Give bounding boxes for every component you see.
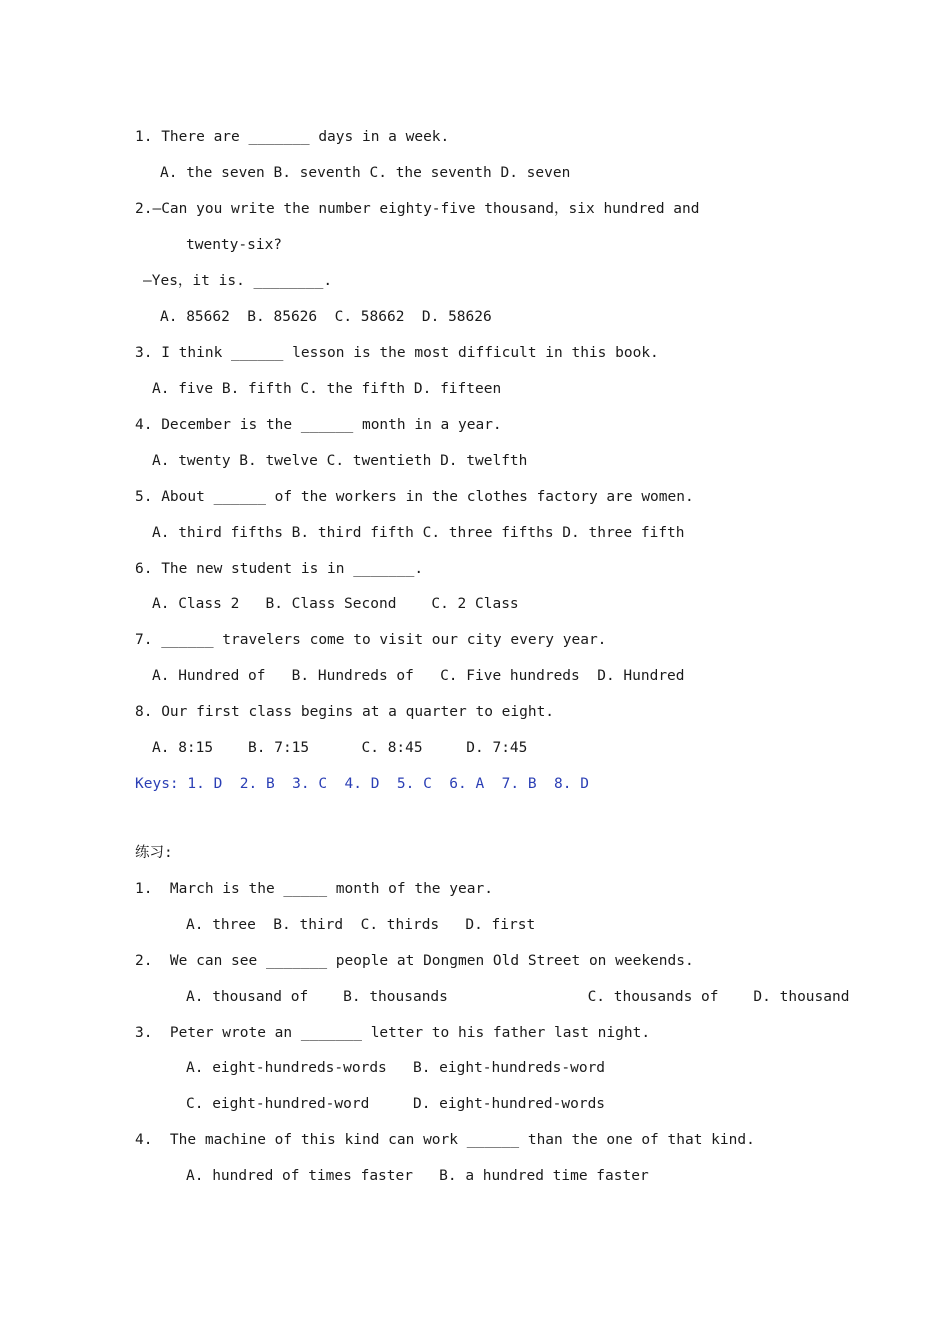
question-2-answer-line: —Yes，it is. ________. [143,273,333,289]
question-1-options: A. the seven B. seventh C. the seventh D. seven [160,165,571,181]
question-5: 5. About ______ of the workers in the clothes factory are women. [135,489,694,505]
practice-question-3-options-cd: C. eight-hundred-word D. eight-hundred-words [186,1096,606,1112]
practice-question-3: 3. Peter wrote an _______ letter to his father last night. [135,1025,651,1041]
answer-keys: Keys: 1. D 2. B 3. C 4. D 5. C 6. A 7. B 8. D [135,776,589,792]
practice-question-1: 1. March is the _____ month of the year. [135,881,493,897]
practice-question-3-options-ab: A. eight-hundreds-words B. eight-hundreds-word [186,1060,606,1076]
question-8-options: A. 8:15 B. 7:15 C. 8:45 D. 7:45 [152,740,528,756]
question-8: 8. Our first class begins at a quarter to eight. [135,704,555,720]
practice-question-4: 4. The machine of this kind can work ______ than the one of that kind. [135,1132,755,1148]
practice-question-1-options: A. three B. third C. thirds D. first [186,917,536,933]
question-4: 4. December is the ______ month in a year. [135,417,502,433]
practice-heading: 练习: [135,845,173,861]
question-7: 7. ______ travelers come to visit our city every year. [135,632,607,648]
question-2-continued: twenty-six? [186,237,283,253]
question-2-options: A. 85662 B. 85626 C. 58662 D. 58626 [160,309,492,325]
question-7-options: A. Hundred of B. Hundreds of C. Five hundreds D. Hundred [152,668,685,684]
practice-question-2-options: A. thousand of B. thousands C. thousands of D. thousand [186,989,850,1005]
question-6: 6. The new student is in _______. [135,561,424,577]
practice-question-2: 2. We can see _______ people at Dongmen Old Street on weekends. [135,953,694,969]
practice-question-4-options: A. hundred of times faster B. a hundred time faster [186,1168,649,1184]
question-5-options: A. third fifths B. third fifth C. three fifths D. three fifth [152,525,685,541]
question-3-options: A. five B. fifth C. the fifth D. fifteen [152,381,502,397]
question-6-options: A. Class 2 B. Class Second C. 2 Class [152,596,519,612]
question-2: 2.—Can you write the number eighty-five thousand，six hundred and [135,201,700,217]
question-4-options: A. twenty B. twelve C. twentieth D. twelfth [152,453,528,469]
question-1: 1. There are _______ days in a week. [135,129,450,145]
question-3: 3. I think ______ lesson is the most difficult in this book. [135,345,659,361]
